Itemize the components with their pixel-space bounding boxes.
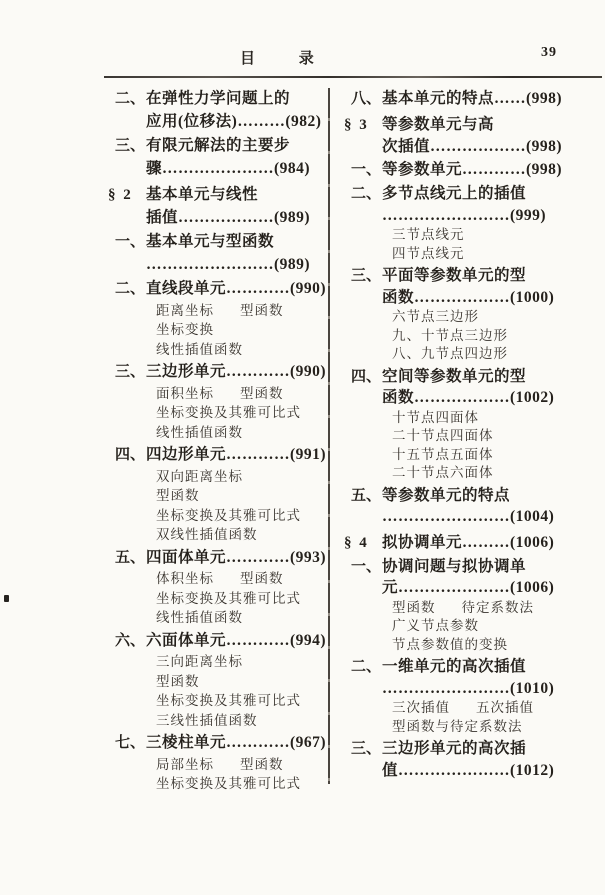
toc-sub-entries [108,384,338,443]
toc-section-entry [108,184,338,229]
toc-entry-marker: 八、 [351,91,382,107]
toc-entry-marker: § 3 [344,117,369,133]
toc-entry-line: 函数………………(1002) [382,389,555,406]
toc-entry-lines [382,656,592,699]
toc-sub-entry: 坐标变换及其雅可比式 [156,405,301,420]
toc-sub-entry: 线性插值函数 [156,424,243,440]
toc-entry-lines [146,278,338,301]
toc-entry-marker: 五、 [351,487,382,504]
toc-entry-line: 多节点线元上的插值 [382,185,527,202]
toc-sub-entry-right: 待定系数法 [461,599,534,615]
toc-sub-entry: 坐标变换及其雅可比式 [156,590,301,606]
toc-sub-entry: 十五节点五面体 [392,446,494,462]
toc-entry-lines [382,183,592,226]
toc-entry-line: 一维单元的高次插值 [382,658,527,675]
toc-entry-line: 四面体单元…………(993) [146,548,327,566]
toc-entry [108,135,338,180]
toc-entry [344,265,592,308]
toc-section-entry [344,532,592,554]
toc-entry-line: ……………………(989) [146,255,311,273]
toc-entry [108,361,338,384]
toc-entry-lines [382,556,592,599]
toc-sub-entry: 二十节点四面体 [392,428,494,443]
toc-sub-entries [108,569,338,628]
toc-entry-line: 四边形单元…………(991) [146,446,327,463]
toc-entry-line: 值…………………(1012) [382,761,555,779]
toc-sub-entries [108,652,338,730]
toc-entry-lines [146,630,338,653]
toc-sub-entry [392,699,592,718]
toc-sub-entry: 双线性插值函数 [156,527,258,542]
toc-entry-line: 空间等参数单元的型 [382,367,527,385]
toc-entry [108,88,338,133]
toc-sub-entry-left: 三次插值 [392,700,450,715]
toc-sub-entry-right: 型函数 [240,302,284,318]
toc-sub-entries [344,226,592,263]
toc-entry-marker: 一、 [115,234,146,250]
toc-entry-line: 三棱柱单元…………(967) [146,734,327,751]
toc-entry-lines [146,732,338,755]
toc-sub-entry: 三向距离坐标 [156,654,243,669]
toc-entry [108,547,338,570]
toc-sub-entry: 广义节点参数 [392,618,479,633]
toc-entry-marker: 二、 [115,281,146,297]
toc-entry-lines [382,485,592,528]
toc-entry-line: 直线段单元…………(990) [146,280,327,297]
toc-entry-lines [146,231,338,276]
toc-entry [344,159,592,181]
toc-entry-marker: 二、 [115,91,146,107]
toc-sub-entry-left: 面积坐标 [156,385,214,401]
toc-entry-line: 拟协调单元………(1006) [382,533,555,551]
toc-sub-entry [156,569,338,589]
toc-entry-marker: 三、 [115,138,146,154]
toc-sub-entry: 三线性插值函数 [156,712,258,728]
toc-entry-line: 在弹性力学问题上的 [146,90,291,107]
toc-entry [108,278,338,301]
toc-entry-lines [146,184,338,229]
toc-sub-entry: 节点参数值的变换 [392,636,508,652]
toc-sub-entries [108,755,338,794]
toc-entry-lines [382,88,592,110]
toc-sub-entry-left: 距离坐标 [156,302,214,318]
toc-entry-marker: 三、 [351,741,382,757]
toc-sub-entry: 型函数 [156,488,200,503]
toc-entry [344,738,592,781]
toc-entry-line: 等参数单元…………(998) [382,161,563,178]
toc-section-entry [344,114,592,157]
toc-entry-line: 三边形单元…………(990) [146,363,327,380]
ink-speck [4,595,9,602]
toc-entry-lines [146,135,338,180]
toc-entry [344,556,592,599]
toc-entry-marker: 四、 [351,368,382,385]
toc-entry [108,732,338,755]
toc-entry-line: 平面等参数单元的型 [382,267,527,284]
toc-sub-entry: 坐标变换及其雅可比式 [156,507,301,523]
toc-entry [108,630,338,653]
toc-entry-line: 次插值………………(998) [382,137,563,155]
toc-entry-line: 基本单元与线性 [146,186,259,203]
toc-sub-entry-left: 局部坐标 [156,756,214,772]
toc-sub-entry-right: 型函数 [240,385,284,401]
toc-entry-line: 等参数单元与高 [382,116,495,133]
toc-sub-entry: 八、九节点四边形 [392,346,508,361]
toc-sub-entry: 二十节点六面体 [392,465,494,480]
toc-entry-line: 等参数单元的特点 [382,486,511,504]
toc-sub-entry [156,301,338,321]
toc-entry [108,444,338,467]
toc-sub-entry-right: 型函数 [240,571,284,586]
toc-left-column [108,86,338,794]
toc-entry-lines [146,361,338,384]
toc-entry-line: 函数………………(1000) [382,288,555,306]
toc-sub-entries [344,308,592,364]
toc-sub-entry: 坐标变换 [156,322,214,337]
toc-sub-entry: 坐标变换及其雅可比式 [156,776,301,791]
toc-sub-entry: 型函数 [156,673,200,689]
toc-sub-entry-right: 型函数 [240,756,284,772]
toc-entry [108,231,338,276]
toc-entry-marker: 二、 [351,659,382,675]
toc-sub-entry [156,384,338,404]
toc-entry-line: 有限元解法的主要步 [146,137,291,154]
toc-entry [344,366,592,409]
toc-sub-entries [344,699,592,736]
toc-entry-line: 协调问题与拟协调单 [382,557,527,575]
toc-entry-line: ……………………(1004) [382,508,555,525]
toc-entry-line: 插值………………(989) [146,208,311,226]
toc-sub-entry-right: 五次插值 [476,700,534,715]
toc-sub-entries [344,409,592,483]
toc-entry-marker: 一、 [351,162,382,178]
toc-sub-entry: 十节点四面体 [392,409,479,425]
toc-sub-entries [344,599,592,655]
toc-sub-entry [156,755,338,775]
toc-sub-entries [108,467,338,545]
toc-entry [344,656,592,699]
toc-sub-entry: 九、十节点三边形 [392,327,508,343]
toc-entry-marker: 五、 [115,549,146,566]
toc-sub-entry: 坐标变换及其雅可比式 [156,693,301,708]
toc-entry-lines [382,532,592,554]
toc-sub-entry-left: 型函数 [392,599,436,615]
toc-entry-line: 基本单元的特点……(998) [382,90,563,107]
toc-entry-line: 六面体单元…………(994) [146,631,327,649]
toc-entry-marker: § 4 [344,534,369,551]
toc-entry [344,485,592,528]
toc-sub-entry [392,599,592,618]
toc-sub-entry: 线性插值函数 [156,610,243,625]
toc-sub-entry: 三节点线元 [392,227,465,242]
toc-entry-line: ……………………(999) [382,206,547,224]
toc-entry-lines [146,88,338,133]
toc-entry [344,88,592,110]
toc-entry-line: 应用(位移法)………(982) [146,112,322,130]
toc-sub-entry: 六节点三边形 [392,309,479,324]
toc-entry-marker: § 2 [108,187,133,203]
toc-entry-lines [382,738,592,781]
toc-sub-entry-left: 体积坐标 [156,571,214,586]
toc-sub-entry: 型函数与待定系数法 [392,718,523,734]
page-title: 目 录 [240,51,334,67]
toc-entry-line: 元…………………(1006) [382,579,555,596]
toc-entry-lines [146,444,338,467]
toc-entry-marker: 七、 [115,735,146,751]
toc-entry-marker: 三、 [351,268,382,284]
toc-sub-entries [108,301,338,360]
toc-entry-line: 三边形单元的高次插 [382,740,527,757]
toc-entry-marker: 三、 [115,364,146,380]
page-number: 39 [541,45,557,60]
toc-sub-entry: 四节点线元 [392,245,465,261]
toc-entry [344,183,592,226]
toc-entry-lines [146,547,338,570]
toc-entry-line: 基本单元与型函数 [146,233,275,250]
toc-entry-lines [382,114,592,157]
toc-entry-lines [382,265,592,308]
toc-sub-entry: 线性插值函数 [156,341,243,357]
toc-entry-line: 骤…………………(984) [146,159,311,177]
toc-entry-lines [382,366,592,409]
toc-sub-entry: 双向距离坐标 [156,468,243,484]
header-rule [104,76,602,78]
toc-right-column [344,86,592,781]
toc-entry-marker: 四、 [115,447,146,463]
toc-entry-line: ……………………(1010) [382,679,555,697]
toc-entry-marker: 二、 [351,186,382,202]
toc-entry-marker: 六、 [115,632,146,649]
toc-entry-marker: 一、 [351,558,382,575]
toc-entry-lines [382,159,592,181]
